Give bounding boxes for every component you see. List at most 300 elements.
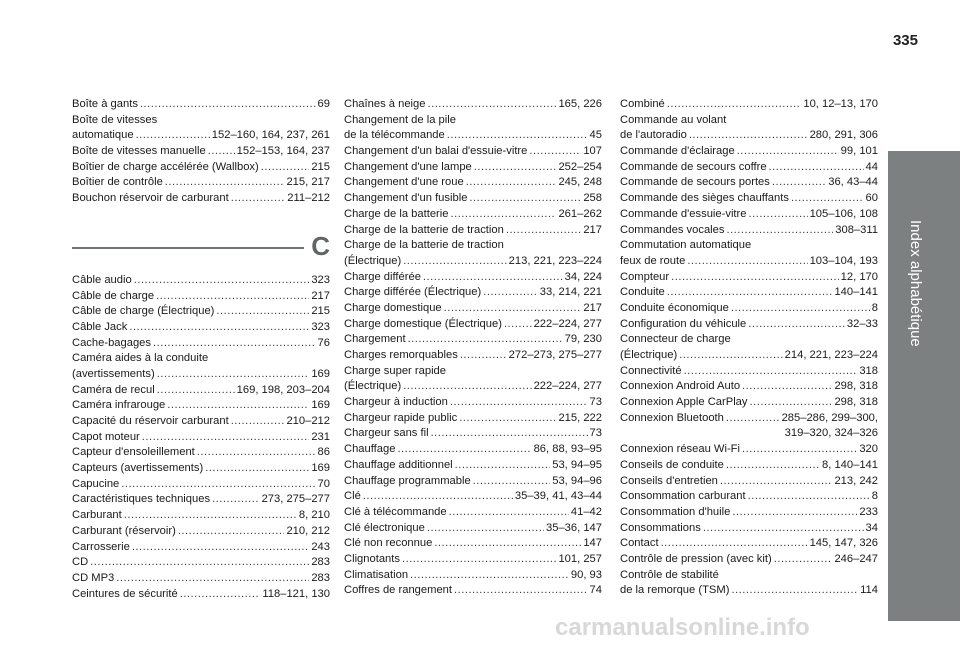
- index-entry: [344, 285, 602, 301]
- dot-leader: [124, 508, 297, 524]
- index-entry: [344, 301, 602, 317]
- index-entry: [344, 175, 602, 191]
- index-entry: [72, 383, 330, 399]
- dot-leader: [750, 395, 833, 411]
- index-entry-pages: 217: [583, 223, 602, 236]
- index-entry: [344, 552, 602, 568]
- index-entry: [344, 223, 602, 239]
- index-entry-pages: 169: [311, 399, 330, 412]
- index-entry-term: Consommation carburant: [620, 490, 746, 503]
- index-entry-pages: 323: [311, 273, 330, 286]
- index-entry: [344, 379, 602, 395]
- index-entry-pages: 298, 318: [834, 380, 878, 393]
- index-entry-pages: 261–262: [558, 207, 602, 220]
- index-entry-term: de la remorque (TSM): [620, 584, 730, 597]
- dot-leader: [153, 336, 316, 352]
- index-side-tab: [888, 151, 960, 621]
- index-entry-pages: 169: [311, 367, 330, 380]
- index-entry-term: Ceintures de sécurité: [72, 587, 178, 600]
- index-entry-pages: 41–42: [570, 505, 602, 518]
- index-entry-pages: 213, 221, 223–224: [508, 254, 602, 267]
- index-entry-pages: 70: [317, 477, 330, 490]
- index-list-c-3: [620, 97, 878, 599]
- index-entry-pages: 252–254: [558, 160, 602, 173]
- index-entry-term: Connexion réseau Wi-Fi: [620, 443, 741, 456]
- dot-leader: [142, 430, 310, 446]
- index-entry: [344, 442, 602, 458]
- index-entry-term: Consommation d'huile: [620, 505, 731, 518]
- index-entry-heading: Commande au volant: [620, 113, 727, 126]
- index-list-b: [72, 97, 330, 207]
- index-entry: [620, 223, 878, 239]
- index-entry-pages: 320: [859, 443, 878, 456]
- index-entry-term: Changement d'un balai d'essuie-vitre: [344, 145, 528, 158]
- index-entry-pages: 8, 210: [298, 509, 330, 522]
- index-entry-term: Capot moteur: [72, 430, 140, 443]
- index-entry: [620, 379, 878, 395]
- index-entry-pages: 152–153, 164, 237: [236, 145, 330, 158]
- index-entry-pages: 215: [311, 305, 330, 318]
- dot-leader: [737, 144, 839, 160]
- dot-leader: [197, 445, 316, 461]
- dot-leader: [726, 411, 780, 427]
- dot-leader: [661, 536, 808, 552]
- index-entry: [344, 332, 602, 348]
- index-entry: [72, 430, 330, 446]
- index-entry-pages: 35–36, 147: [546, 521, 602, 534]
- dot-leader: [408, 332, 563, 348]
- index-entry-pages: 73: [589, 396, 602, 409]
- index-entry-pages: 231: [311, 430, 330, 443]
- dot-leader: [748, 489, 870, 505]
- index-entry-term: Commande de secours portes: [620, 176, 770, 189]
- section-divider: [72, 247, 304, 249]
- index-entry-term: Chauffage programmable: [344, 474, 471, 487]
- dot-leader: [726, 458, 820, 474]
- index-entry-pages: 211–212: [287, 192, 330, 205]
- index-entry-term: Connectivité: [620, 364, 682, 377]
- index-entry-pages: 33, 214, 221: [539, 286, 602, 299]
- dot-leader: [726, 223, 833, 239]
- index-entry-term: Conseils de conduite: [620, 458, 724, 471]
- index-entry-pages: 147: [583, 537, 602, 550]
- dot-leader: [121, 477, 315, 493]
- index-entry-term: Capacité du réservoir carburant: [72, 415, 229, 427]
- index-entry: [344, 128, 602, 144]
- section-header-c: [72, 230, 330, 263]
- index-entry: [72, 128, 330, 144]
- index-entry-term: Cache-bagages: [72, 336, 151, 349]
- index-entry-term: Carrosserie: [72, 540, 130, 553]
- dot-leader: [427, 97, 556, 113]
- index-entry-pages: 245, 248: [558, 176, 602, 189]
- index-entry-term: Chargeur rapide public: [344, 411, 458, 424]
- dot-leader: [208, 144, 235, 160]
- index-entry-pages: 246–247: [834, 552, 878, 565]
- index-entry-term: Clé électronique: [344, 521, 425, 534]
- index-entry-pages: 8, 140–141: [822, 458, 878, 471]
- index-entry-term: Clé non reconnue: [344, 537, 433, 550]
- index-entry-pages: 118–121, 130: [262, 587, 330, 600]
- index-entry-term: Contact: [620, 537, 659, 550]
- index-entry-pages: 145, 147, 326: [809, 537, 878, 550]
- index-entry: [344, 160, 602, 176]
- index-entry: [344, 270, 602, 286]
- index-entry-term: Climatisation: [344, 568, 409, 581]
- index-entry-pages: 35–39, 41, 43–44: [514, 490, 602, 503]
- dot-leader: [791, 191, 864, 207]
- index-entry-pages: 169: [311, 462, 330, 475]
- index-entry-term: (Électrique): [344, 380, 402, 393]
- dot-leader: [450, 207, 556, 223]
- dot-leader: [140, 97, 316, 113]
- index-entry-term: CD MP3: [72, 571, 115, 584]
- index-entry: [72, 336, 330, 352]
- index-entry-term: Conduite: [620, 286, 665, 299]
- index-entry-pages: 283: [311, 571, 330, 584]
- dot-leader: [460, 348, 507, 364]
- dot-leader: [397, 442, 531, 458]
- index-entry-pages: 215: [311, 160, 330, 173]
- index-entry-pages: 53, 94–96: [552, 474, 602, 487]
- dot-leader: [466, 175, 557, 191]
- index-entry: [72, 414, 330, 430]
- index-entry-term: Changement d'une roue: [344, 176, 464, 189]
- index-entry: [72, 540, 330, 556]
- index-entry-pages: 107: [583, 145, 602, 158]
- dot-leader: [216, 304, 309, 320]
- index-entry-term: Clignotants: [344, 552, 400, 565]
- index-entry-term: CD: [72, 556, 89, 569]
- index-entry: [344, 474, 602, 490]
- index-entry-term: Charge de la batterie de traction: [344, 223, 504, 236]
- dot-leader: [483, 285, 538, 301]
- dot-leader: [136, 128, 210, 144]
- index-entry-term: Chargement: [344, 333, 406, 346]
- index-entry-heading: Contrôle de stabilité: [620, 568, 719, 581]
- index-entry-pages: 45: [589, 129, 602, 142]
- dot-leader: [769, 160, 864, 176]
- index-entry-pages: 12, 170: [840, 270, 878, 283]
- index-entry: [72, 160, 330, 176]
- index-entry: [344, 144, 602, 160]
- index-entry-term: Boîtier de contrôle: [72, 176, 163, 189]
- dot-leader: [167, 398, 309, 414]
- index-entry-pages: 272–273, 275–277: [508, 349, 602, 361]
- index-entry: [620, 489, 878, 505]
- dot-leader: [732, 505, 857, 521]
- dot-leader: [454, 583, 588, 599]
- dot-leader: [742, 379, 832, 395]
- index-entry: [620, 458, 878, 474]
- dot-leader: [459, 411, 556, 427]
- index-entry-term: Capteur d'ensoleillement: [72, 446, 195, 459]
- dot-leader: [504, 317, 532, 333]
- index-entry-term: Boîtier de charge accélérée (Wallbox): [72, 160, 259, 173]
- index-entry-pages: 99, 101: [840, 145, 878, 158]
- dot-leader: [469, 191, 581, 207]
- index-entry-pages: 114: [860, 584, 878, 597]
- dot-leader: [506, 223, 581, 239]
- index-list-c: [72, 273, 330, 602]
- index-entry: [344, 254, 602, 270]
- index-entry-term: Câble Jack: [72, 320, 128, 333]
- dot-leader: [689, 128, 808, 144]
- index-entry-term: Charge de la batterie: [344, 207, 449, 220]
- index-entry-pages: 79, 230: [564, 333, 602, 346]
- index-entry-term: Compteur: [620, 270, 670, 283]
- index-entry-term: de la télécommande: [344, 129, 445, 142]
- index-entry: [620, 395, 878, 411]
- index-entry: [344, 207, 602, 223]
- index-entry-pages: 215, 222: [558, 411, 602, 424]
- index-entry-pages: 165, 226: [558, 98, 602, 110]
- dot-leader: [363, 489, 513, 505]
- index-entry-pages: 222–224, 277: [533, 380, 602, 393]
- index-entry-term: Carburant (réservoir): [72, 524, 176, 537]
- index-entry: [72, 273, 330, 289]
- index-entry: [620, 411, 878, 427]
- index-entry-pages: 101, 257: [558, 552, 602, 565]
- index-entry: [72, 97, 330, 113]
- index-entry-term: Contrôle de pression (avec kit): [620, 552, 772, 565]
- dot-leader: [431, 426, 588, 442]
- index-entry-pages: 36, 43–44: [828, 176, 878, 189]
- index-entry-pages: 215, 217: [286, 176, 330, 189]
- index-entry: [72, 508, 330, 524]
- dot-leader: [231, 191, 286, 207]
- index-entry-term: Coffres de rangement: [344, 584, 453, 597]
- dot-leader: [731, 301, 870, 317]
- index-entry: [72, 445, 330, 461]
- index-entry-term: Commande des sièges chauffants: [620, 192, 789, 205]
- dot-leader: [687, 254, 807, 270]
- index-entry-pages: 53, 94–95: [552, 458, 602, 471]
- index-entry-pages: 103–104, 193: [809, 254, 878, 267]
- index-entry: [620, 285, 878, 301]
- page-number: 335: [892, 32, 918, 49]
- index-entry-term: Boîte de vitesses manuelle: [72, 145, 206, 158]
- index-entry: [620, 474, 878, 490]
- dot-leader: [134, 273, 310, 289]
- index-entry: [72, 587, 330, 603]
- dot-leader: [772, 175, 826, 191]
- dot-leader: [156, 289, 309, 305]
- dot-leader: [749, 207, 808, 223]
- index-entry-term: Câble audio: [72, 273, 132, 286]
- index-entry-pages: 243: [311, 540, 330, 553]
- index-entry-pages: 140–141: [834, 286, 878, 299]
- dot-leader: [671, 270, 839, 286]
- index-entry: [620, 160, 878, 176]
- dot-leader: [427, 521, 544, 537]
- index-entry-term: Carburant: [72, 509, 122, 522]
- index-entry-pages: 169, 198, 203–204: [236, 383, 330, 396]
- index-entry: [344, 348, 602, 364]
- dot-leader: [679, 348, 782, 364]
- index-entry: [620, 426, 878, 442]
- index-entry-pages: 283: [311, 556, 330, 569]
- index-entry: [620, 364, 878, 380]
- index-entry-pages: 323: [311, 320, 330, 333]
- index-entry-pages: 319–320, 324–326: [784, 427, 878, 440]
- dot-leader: [212, 492, 260, 508]
- dot-leader: [180, 587, 261, 603]
- index-entry-term: Caractéristiques techniques: [72, 493, 211, 506]
- index-entry-pages: 86: [317, 446, 330, 459]
- dot-leader: [774, 552, 833, 568]
- index-entry-term: Chauffage additionnel: [344, 458, 453, 471]
- index-entry-pages: 222–224, 277: [533, 317, 602, 330]
- index-entry: [72, 175, 330, 191]
- index-entry-pages: 86, 88, 93–95: [533, 443, 602, 456]
- index-entry-term: Charge domestique: [344, 301, 442, 314]
- dot-leader: [132, 540, 310, 556]
- index-entry-term: Câble de charge (Électrique): [72, 305, 215, 318]
- dot-leader: [231, 414, 285, 430]
- dot-leader: [684, 364, 858, 380]
- index-entry: [620, 442, 878, 458]
- index-column-2: [344, 97, 602, 599]
- index-entry: [72, 320, 330, 336]
- index-entry-term: (Électrique): [344, 254, 402, 267]
- dot-leader: [165, 175, 285, 191]
- dot-leader: [450, 395, 588, 411]
- side-tab-label: Index alphabétique: [907, 220, 924, 347]
- dot-leader: [473, 474, 551, 490]
- index-entry-term: Commandes vocales: [620, 223, 725, 236]
- index-entry-term: Commande de secours coffre: [620, 160, 767, 173]
- dot-leader: [731, 583, 858, 599]
- index-entry-pages: 233: [859, 505, 878, 518]
- index-entry-heading: Caméra aides à la conduite: [72, 352, 209, 365]
- index-entry: [344, 536, 602, 552]
- index-entry-pages: 34, 224: [564, 270, 602, 283]
- index-entry-pages: 32–33: [846, 317, 878, 330]
- dot-leader: [178, 524, 285, 540]
- index-entry: [72, 571, 330, 587]
- index-entry-term: feux de route: [620, 254, 686, 267]
- dot-leader: [720, 474, 833, 490]
- index-entry-pages: 73: [589, 427, 602, 440]
- dot-leader: [748, 317, 845, 333]
- index-entry-term: Chargeur à induction: [344, 396, 448, 409]
- index-entry: [72, 289, 330, 305]
- index-entry-term: Conduite économique: [620, 301, 729, 314]
- index-entry: [344, 583, 602, 599]
- index-entry-term: Chauffage: [344, 443, 396, 456]
- index-entry: [344, 411, 602, 427]
- index-column-1: [72, 97, 330, 602]
- index-entry: [344, 505, 602, 521]
- dot-leader: [261, 160, 310, 176]
- index-entry: [344, 458, 602, 474]
- side-tab-label-wrap: [904, 220, 924, 420]
- index-entry-pages: 213, 242: [834, 474, 878, 487]
- index-entry-pages: 69: [317, 98, 330, 110]
- index-entry-heading: Commutation automatique: [620, 239, 752, 252]
- index-entry: [620, 144, 878, 160]
- dot-leader: [449, 505, 569, 521]
- index-entry-term: Commande d'éclairage: [620, 145, 735, 158]
- index-entry-term: Boîte à gants: [72, 98, 138, 110]
- index-entry-heading: Boîte de vitesses: [72, 113, 158, 126]
- index-entry-pages: 298, 318: [834, 396, 878, 409]
- index-entry: [344, 568, 602, 584]
- index-entry-term: Capteurs (avertissements): [72, 462, 204, 475]
- index-entry: [72, 144, 330, 160]
- index-entry: [72, 477, 330, 493]
- index-entry-term: Changement d'une lampe: [344, 160, 472, 173]
- watermark: carmanualsonline.info: [555, 614, 810, 641]
- index-entry-pages: 280, 291, 306: [809, 129, 878, 142]
- index-entry-term: (avertissements): [72, 367, 155, 380]
- index-entry: [72, 555, 330, 571]
- index-entry-pages: 210, 212: [286, 524, 330, 537]
- index-entry: [344, 489, 602, 505]
- index-entry-term: Consommations: [620, 521, 701, 534]
- index-entry: [620, 348, 878, 364]
- index-column-3: [620, 97, 878, 599]
- index-entry-term: Charge différée: [344, 270, 421, 283]
- index-entry-term: Charges remorquables: [344, 349, 458, 361]
- index-entry-term: Combiné: [620, 98, 665, 110]
- index-entry: [72, 461, 330, 477]
- index-entry: [620, 552, 878, 568]
- index-entry-pages: 217: [583, 301, 602, 314]
- dot-leader: [667, 285, 833, 301]
- index-entry-pages: 60: [865, 192, 878, 205]
- index-entry-term: Connexion Bluetooth: [620, 411, 724, 424]
- dot-leader: [444, 301, 582, 317]
- index-entry-term: Connexion Android Auto: [620, 380, 741, 393]
- index-entry-heading: Connecteur de charge: [620, 333, 731, 346]
- dot-leader: [667, 97, 802, 113]
- index-entry-pages: 10, 12–13, 170: [803, 98, 878, 110]
- index-entry: [620, 505, 878, 521]
- index-entry-pages: 318: [859, 364, 878, 377]
- dot-leader: [455, 458, 551, 474]
- index-entry-pages: 285–286, 299–300,: [781, 411, 878, 424]
- index-entry-pages: 214, 221, 223–224: [784, 349, 878, 361]
- dot-leader: [403, 254, 506, 270]
- index-entry-pages: 8: [871, 490, 878, 503]
- dot-leader: [90, 555, 309, 571]
- index-entry: [620, 536, 878, 552]
- index-entry-term: de l'autoradio: [620, 129, 687, 142]
- index-entry: [72, 492, 330, 508]
- index-entry: [620, 254, 878, 270]
- index-entry-term: Changement d'un fusible: [344, 192, 468, 205]
- dot-leader: [157, 367, 310, 383]
- index-entry: [72, 191, 330, 207]
- section-letter: C: [311, 230, 330, 261]
- index-entry: [620, 207, 878, 223]
- index-entry-term: Commande d'essuie-vitre: [620, 207, 747, 220]
- dot-leader: [129, 320, 309, 336]
- index-entry-pages: 34: [865, 521, 878, 534]
- dot-leader: [703, 521, 864, 537]
- index-entry: [344, 97, 602, 113]
- index-entry-term: Clé: [344, 490, 361, 503]
- index-entry-term: Chaînes à neige: [344, 98, 426, 110]
- index-entry-term: Conseils d'entretien: [620, 474, 718, 487]
- index-entry-heading: Charge de la batterie de traction: [344, 239, 504, 252]
- dot-leader: [742, 442, 857, 458]
- index-entry: [620, 175, 878, 191]
- dot-leader: [205, 461, 309, 477]
- index-entry: [72, 367, 330, 383]
